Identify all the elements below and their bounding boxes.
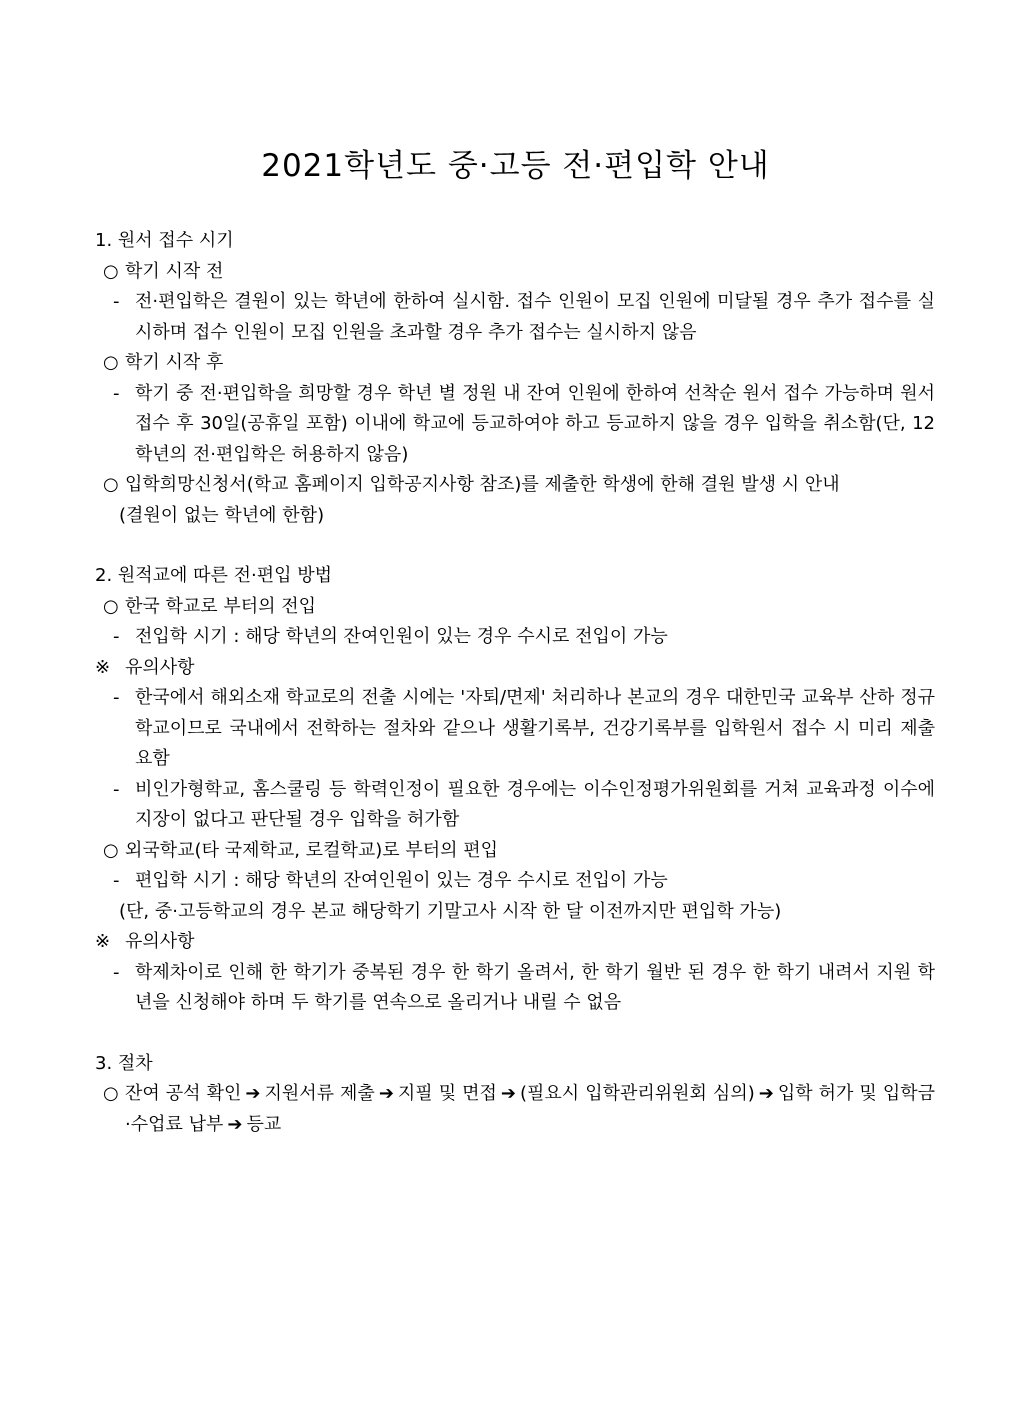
dash-bullet: - <box>113 291 120 312</box>
procedure-step: 등교 <box>246 1113 282 1135</box>
procedure-steps <box>125 1079 935 1140</box>
dash-bullet: - <box>113 626 120 647</box>
arrow-right-icon: ➔ <box>245 1083 261 1104</box>
section-1-item-2-label: 학기 시작 후 <box>125 352 224 373</box>
section-2-item-2-detail-text: 편입학 시기 : 해당 학년의 잔여인원이 있는 경우 수시로 전입이 가능 <box>135 870 668 891</box>
circle-bullet: ○ <box>103 474 119 495</box>
circle-bullet: ○ <box>103 839 119 861</box>
circle-bullet: ○ <box>103 595 119 617</box>
document-body <box>95 226 935 1140</box>
dash-bullet: - <box>113 687 120 708</box>
arrow-right-icon: ➔ <box>500 1083 516 1104</box>
section-2-note-1-detail-2 <box>95 775 935 836</box>
dash-bullet: - <box>113 778 120 800</box>
dash-bullet: - <box>113 870 120 891</box>
arrow-right-icon: ➔ <box>378 1083 394 1104</box>
section-2-heading: 2. 원적교에 따른 전·편입 방법 <box>95 565 333 586</box>
section-1-item-3-note: (결원이 없는 학년에 한함) <box>119 504 325 526</box>
section-2-note-1-label: 유의사항 <box>125 656 195 678</box>
section-1-item-1-label: 학기 시작 전 <box>125 260 224 282</box>
section-2-item-2-detail <box>95 866 935 897</box>
section-1-item-3 <box>95 470 935 501</box>
procedure-step: 입학 허가 및 입학금·수업료 납부 <box>125 1083 935 1135</box>
section-2-note-2 <box>95 927 935 958</box>
reference-mark: ※ <box>95 931 111 952</box>
section-2-item-2 <box>95 836 935 867</box>
dash-bullet: - <box>113 382 120 404</box>
section-1-item-2-detail-text: 학기 중 전·편입학을 희망할 경우 학년 별 정원 내 잔여 인원에 한하여 선착순 원서 접수 가능하며 원서 접수 후 30일(공휴일 포함) 이내에 학교에 등교하여야 하고 등교하지 않을 경우 입학을 취소함(단, 12학년의 전·편입학은 허용하지 않음) <box>135 382 935 465</box>
section-1-item-3-label: 입학희망신청서(학교 홈페이지 입학공지사항 참조)를 제출한 학생에 한해 결원 발생 시 안내 <box>125 474 840 495</box>
circle-bullet: ○ <box>103 352 119 373</box>
circle-bullet: ○ <box>103 260 119 282</box>
section-2-note-1-detail-2-text: 비인가형학교, 홈스쿨링 등 학력인정이 필요한 경우에는 이수인정평가위원회를 거쳐 교육과정 이수에 지장이 없다고 판단될 경우 입학을 허가함 <box>135 778 935 830</box>
section-2-item-2-note: (단, 중·고등학교의 경우 본교 해당학기 기말고사 시작 한 달 이전까지만 편입학 가능) <box>119 900 782 922</box>
procedure-step: (필요시 입학관리위원회 심의) <box>520 1083 755 1104</box>
section-spacer <box>95 531 935 561</box>
section-1-heading: 1. 원서 접수 시기 <box>95 230 234 251</box>
dash-bullet: - <box>113 961 120 983</box>
section-3-procedure <box>95 1079 935 1140</box>
section-1-item-2 <box>95 348 935 379</box>
arrow-right-icon: ➔ <box>758 1083 774 1104</box>
section-2-note-1-detail-1 <box>95 683 935 775</box>
section-2-item-1-label: 한국 학교로 부터의 전입 <box>125 595 317 617</box>
section-1-item-1-detail-text: 전·편입학은 결원이 있는 학년에 한하여 실시함. 접수 인원이 모집 인원에 미달될 경우 추가 접수를 실시하며 접수 인원이 모집 인원을 초과할 경우 추가 접수는 실시하지 않음 <box>135 291 935 343</box>
circle-bullet: ○ <box>103 1083 119 1104</box>
section-2-note-1 <box>95 653 935 684</box>
procedure-step: 지원서류 제출 <box>264 1083 375 1104</box>
page-title: 2021학년도 중·고등 전·편입학 안내 <box>261 148 770 184</box>
section-2-note-2-detail <box>95 958 935 1019</box>
section-1-item-1 <box>95 257 935 288</box>
section-2-item-1-detail-text: 전입학 시기 : 해당 학년의 잔여인원이 있는 경우 수시로 전입이 가능 <box>135 626 668 647</box>
section-2-item-1-detail <box>95 622 935 653</box>
section-3-heading: 3. 절차 <box>95 1052 153 1074</box>
section-spacer <box>95 1019 935 1049</box>
section-2-note-2-detail-text: 학제차이로 인해 한 학기가 중복된 경우 한 학기 올려서, 한 학기 월반 된 경우 한 학기 내려서 지원 학년을 신청해야 하며 두 학기를 연속으로 올리거나 내릴 수 없음 <box>135 961 935 1013</box>
section-2-note-1-detail-1-text: 한국에서 해외소재 학교로의 전출 시에는 '자퇴/면제' 처리하나 본교의 경우 대한민국 교육부 산하 정규학교이므로 국내에서 전학하는 절차와 같으나 생활기록부, 건강기록부를 입학원서 접수 시 미리 제출 요함 <box>135 687 935 769</box>
section-1-item-2-detail <box>95 379 935 471</box>
arrow-right-icon: ➔ <box>227 1113 243 1135</box>
procedure-step: 지필 및 면접 <box>397 1083 497 1104</box>
procedure-step: 잔여 공석 확인 <box>125 1083 242 1104</box>
reference-mark: ※ <box>95 656 111 678</box>
section-1-item-1-detail <box>95 287 935 348</box>
section-2-note-2-label: 유의사항 <box>125 931 195 952</box>
section-2-item-1 <box>95 592 935 623</box>
section-2-item-2-label: 외국학교(타 국제학교, 로컬학교)로 부터의 편입 <box>125 839 499 861</box>
